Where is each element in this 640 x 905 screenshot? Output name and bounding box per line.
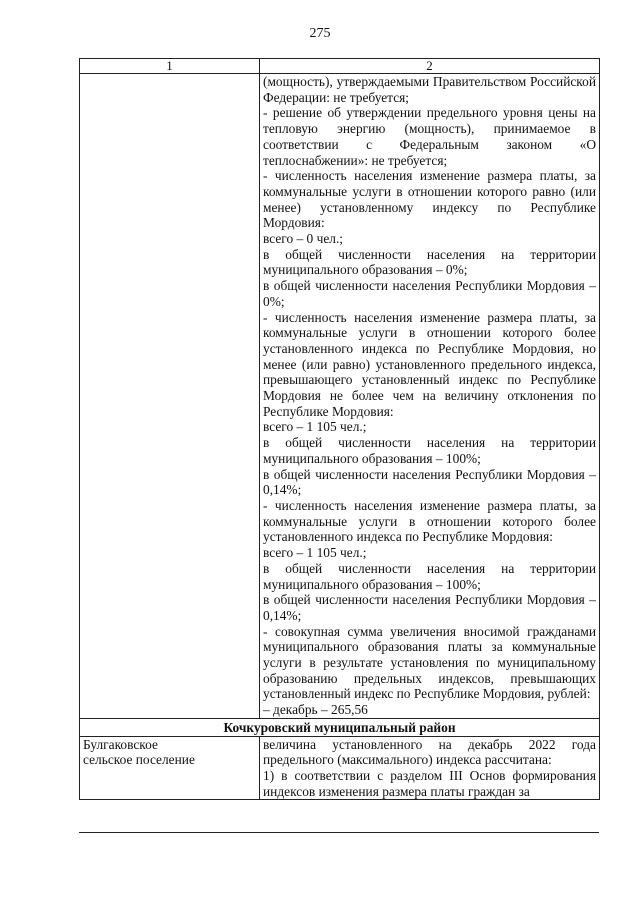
table-row bbox=[80, 74, 600, 719]
paragraph: всего – 1 105 чел.; bbox=[263, 419, 367, 435]
table-header-row bbox=[80, 59, 600, 74]
paragraph: в общей численности населения Республики Мордовия – 0,14%; bbox=[263, 592, 596, 623]
paragraph: - численность населения изменение размера платы, за коммунальные услуги в отношении которого более установленного индекса по Республике Мордовия, но менее (или равно) установленного предельного индекса, превышающего установленный индекс по Республике Мордовия не более чем на величину отклонения по Республике Мордовия: bbox=[263, 309, 596, 419]
paragraph: - численность населения изменение размера платы, за коммунальные услуги в отношении которого более установленного индекса по Республике Мордовия: bbox=[263, 497, 596, 545]
paragraph: всего – 0 чел.; bbox=[263, 231, 344, 247]
paragraph: в общей численности населения Республики Мордовия – 0,14%; bbox=[263, 466, 596, 498]
section-row bbox=[80, 718, 600, 736]
table-row bbox=[80, 736, 600, 800]
paragraph: в общей численности населения Республики Мордовия – 0%; bbox=[263, 278, 596, 309]
paragraph: в общей численности населения на территории муниципального образования – 100%; bbox=[263, 435, 596, 466]
document-table bbox=[79, 58, 600, 800]
paragraph: - совокупная сумма увеличения вносимой гражданами муниципального образования платы за коммунальные услуги в результате установления по муниципальному образованию предельных индексов, превышающих установленный индекс по Республике Мордовия, рублей: bbox=[263, 623, 596, 702]
column-header-1: 1 bbox=[80, 59, 260, 74]
paragraph: – декабрь – 265,56 bbox=[263, 702, 368, 718]
page-cut-line bbox=[79, 832, 599, 833]
paragraph: в общей численности населения на территории муниципального образования – 0%; bbox=[263, 246, 596, 278]
settlement-cell bbox=[80, 736, 260, 800]
paragraph: - решение об утверждении предельного уровня цены на тепловую энергию (мощность), принимаемое в соответствии с Федеральным законом «О теплоснабжении»: не требуется; bbox=[263, 105, 596, 168]
paragraph: величина установленного на декабрь 2022 года предельного (максимального) индекса рассчитана: bbox=[263, 736, 596, 768]
settlement-text-cell bbox=[260, 736, 600, 800]
paragraph: (мощность), утверждаемыми Правительством Российской Федерации: не требуется; bbox=[263, 74, 596, 105]
paragraph: 1) в соответствии с разделом III Основ формирования индексов изменения размера платы граждан за bbox=[263, 767, 596, 799]
paragraph: в общей численности населения на территории муниципального образования – 100%; bbox=[263, 560, 596, 592]
paragraph: всего – 1 105 чел.; bbox=[263, 545, 367, 561]
settlement-type: сельское поселение bbox=[83, 752, 195, 768]
paragraph: - численность населения изменение размера платы, за коммунальные услуги в отношении которого равно (или менее) установленному индексу по Республике Мордовия: bbox=[263, 168, 596, 231]
settlement-name: Булгаковское bbox=[83, 736, 158, 752]
column-header-2: 2 bbox=[260, 59, 600, 74]
page-number: 275 bbox=[309, 26, 331, 41]
continuation-cell bbox=[260, 74, 600, 719]
section-title: Кочкуровский муниципальный район bbox=[80, 718, 600, 736]
empty-cell bbox=[80, 74, 260, 719]
